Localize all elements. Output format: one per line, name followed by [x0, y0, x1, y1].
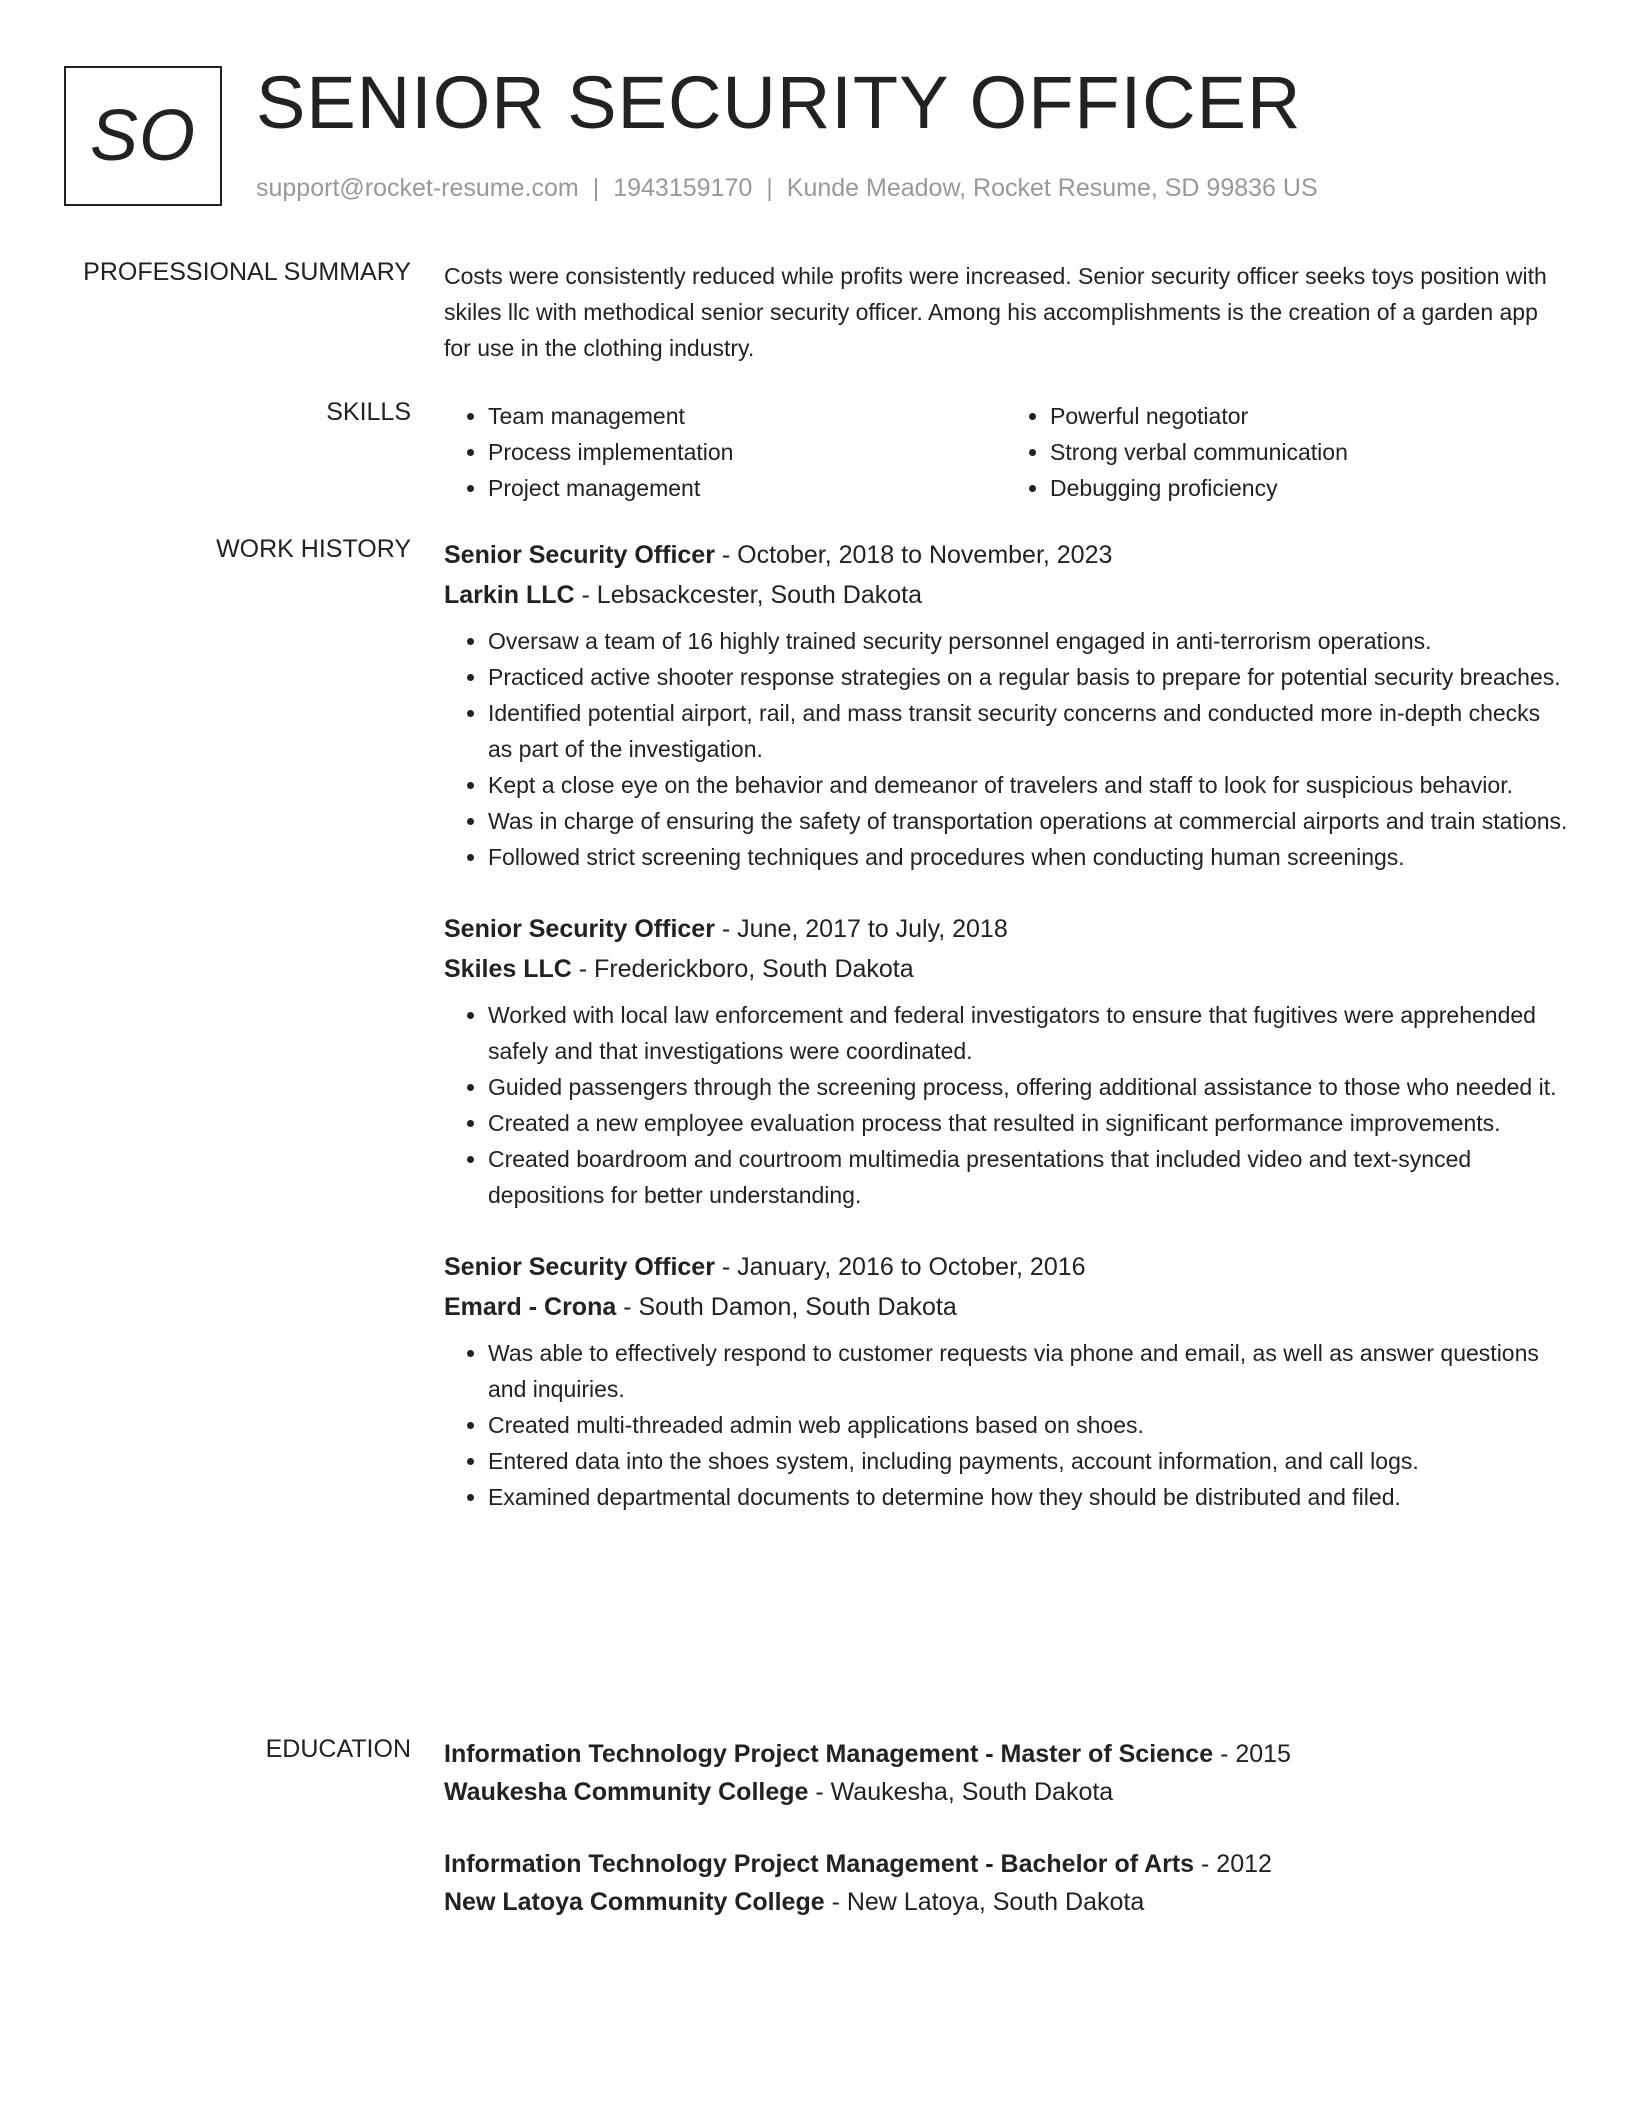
- education-year: - 2012: [1194, 1850, 1272, 1878]
- skill-item: • Strong verbal communication: [1050, 434, 1568, 470]
- education-year: - 2015: [1213, 1740, 1291, 1768]
- education-school: Waukesha Community College: [444, 1778, 809, 1806]
- summary-label: PROFESSIONAL SUMMARY: [83, 258, 411, 286]
- job-title: Senior Security Officer: [444, 1253, 715, 1281]
- monogram: SO: [64, 66, 222, 206]
- job-company: Emard - Crona: [444, 1293, 617, 1321]
- job-entry: [444, 535, 1568, 875]
- job-bullet: • Identified potential airport, rail, and mass transit security concerns and conducted more in-depth checks as part of the investigation.: [488, 695, 1568, 767]
- education-location: - Waukesha, South Dakota: [808, 1778, 1114, 1806]
- summary-text: Costs were consistently reduced while profits were increased. Senior security officer seeks toys position with skiles llc with methodical senior security officer. Among his accomplishments is the creation of a garden app for use in the clothing industry.: [444, 263, 1547, 361]
- job-bullet: • Guided passengers through the screening process, offering additional assistance to those who needed it.: [488, 1069, 1568, 1105]
- education-school-line: [444, 1883, 1568, 1921]
- education-school: New Latoya Community College: [444, 1888, 825, 1916]
- job-bullets: [444, 1335, 1568, 1515]
- education-degree-line: [444, 1845, 1568, 1883]
- job-location: - Lebsackcester, South Dakota: [574, 581, 922, 609]
- job-bullet: • Created boardroom and courtroom multimedia presentations that included video and text-synced depositions for better understanding.: [488, 1141, 1568, 1213]
- work-history-body: [444, 535, 1568, 1549]
- job-bullet: • Entered data into the shoes system, including payments, account information, and call logs.: [488, 1443, 1568, 1479]
- skill-item: • Project management: [488, 470, 1006, 506]
- education-label: EDUCATION: [265, 1735, 411, 1763]
- job-bullets: [444, 997, 1568, 1213]
- job-company: Skiles LLC: [444, 955, 572, 983]
- job-company-line: [444, 1287, 1568, 1327]
- job-dates: - January, 2016 to October, 2016: [714, 1253, 1086, 1281]
- job-company-line: [444, 949, 1568, 989]
- education-degree-line: [444, 1735, 1568, 1773]
- job-dates: - October, 2018 to November, 2023: [714, 541, 1113, 569]
- education-entry: [444, 1735, 1568, 1811]
- education-body: [444, 1735, 1568, 1955]
- education-school-line: [444, 1773, 1568, 1811]
- job-company: Larkin LLC: [444, 581, 575, 609]
- contact-email: support@rocket-resume.com: [256, 174, 579, 202]
- contact-address: Kunde Meadow, Rocket Resume, SD 99836 US: [786, 174, 1318, 202]
- job-entry: [444, 909, 1568, 1213]
- skills-column-1: [444, 398, 1006, 506]
- job-location: - Frederickboro, South Dakota: [571, 955, 914, 983]
- summary-body: [444, 258, 1568, 366]
- education-location: - New Latoya, South Dakota: [824, 1888, 1145, 1916]
- skill-item: • Process implementation: [488, 434, 1006, 470]
- job-location: - South Damon, South Dakota: [616, 1293, 957, 1321]
- resume-header: [64, 61, 1568, 214]
- skills-label: SKILLS: [326, 398, 411, 426]
- job-entry: [444, 1247, 1568, 1515]
- job-dates: - June, 2017 to July, 2018: [714, 915, 1008, 943]
- skills-body: [444, 398, 1568, 506]
- skill-item: • Powerful negotiator: [1050, 398, 1568, 434]
- resume-name: SENIOR SECURITY OFFICER: [256, 61, 1302, 144]
- job-title: Senior Security Officer: [444, 915, 715, 943]
- job-company-line: [444, 575, 1568, 615]
- job-title-line: [444, 909, 1568, 949]
- job-bullet: • Kept a close eye on the behavior and demeanor of travelers and staff to look for suspicious behavior.: [488, 767, 1568, 803]
- job-bullet: • Created a new employee evaluation process that resulted in significant performance improvements.: [488, 1105, 1568, 1141]
- work-history-label: WORK HISTORY: [216, 535, 411, 563]
- job-bullets: [444, 623, 1568, 875]
- job-bullet: • Created multi-threaded admin web applications based on shoes.: [488, 1407, 1568, 1443]
- education-entry: [444, 1845, 1568, 1921]
- job-bullet: • Was able to effectively respond to customer requests via phone and email, as well as answer questions and inquiries.: [488, 1335, 1568, 1407]
- contact-separator: |: [592, 174, 600, 202]
- job-bullet: • Was in charge of ensuring the safety of transportation operations at commercial airports and train stations.: [488, 803, 1568, 839]
- job-bullet: • Oversaw a team of 16 highly trained security personnel engaged in anti-terrorism operations.: [488, 623, 1568, 659]
- job-title-line: [444, 535, 1568, 575]
- skills-column-2: [1006, 398, 1568, 506]
- job-title: Senior Security Officer: [444, 541, 715, 569]
- contact-separator: |: [766, 174, 773, 202]
- job-bullet: • Worked with local law enforcement and federal investigators to ensure that fugitives were apprehended safely and that investigations were coordinated.: [488, 997, 1568, 1069]
- job-bullet: • Examined departmental documents to determine how they should be distributed and filed.: [488, 1479, 1568, 1515]
- contact-line: [256, 174, 1318, 203]
- job-title-line: [444, 1247, 1568, 1287]
- education-degree: Information Technology Project Management - Bachelor of Arts: [444, 1850, 1195, 1878]
- skill-item: • Debugging proficiency: [1050, 470, 1568, 506]
- skill-item: • Team management: [488, 398, 1006, 434]
- contact-phone: 1943159170: [613, 174, 753, 202]
- education-degree: Information Technology Project Management - Master of Science: [444, 1740, 1214, 1768]
- job-bullet: • Practiced active shooter response strategies on a regular basis to prepare for potential security breaches.: [488, 659, 1568, 695]
- job-bullet: • Followed strict screening techniques and procedures when conducting human screenings.: [488, 839, 1568, 875]
